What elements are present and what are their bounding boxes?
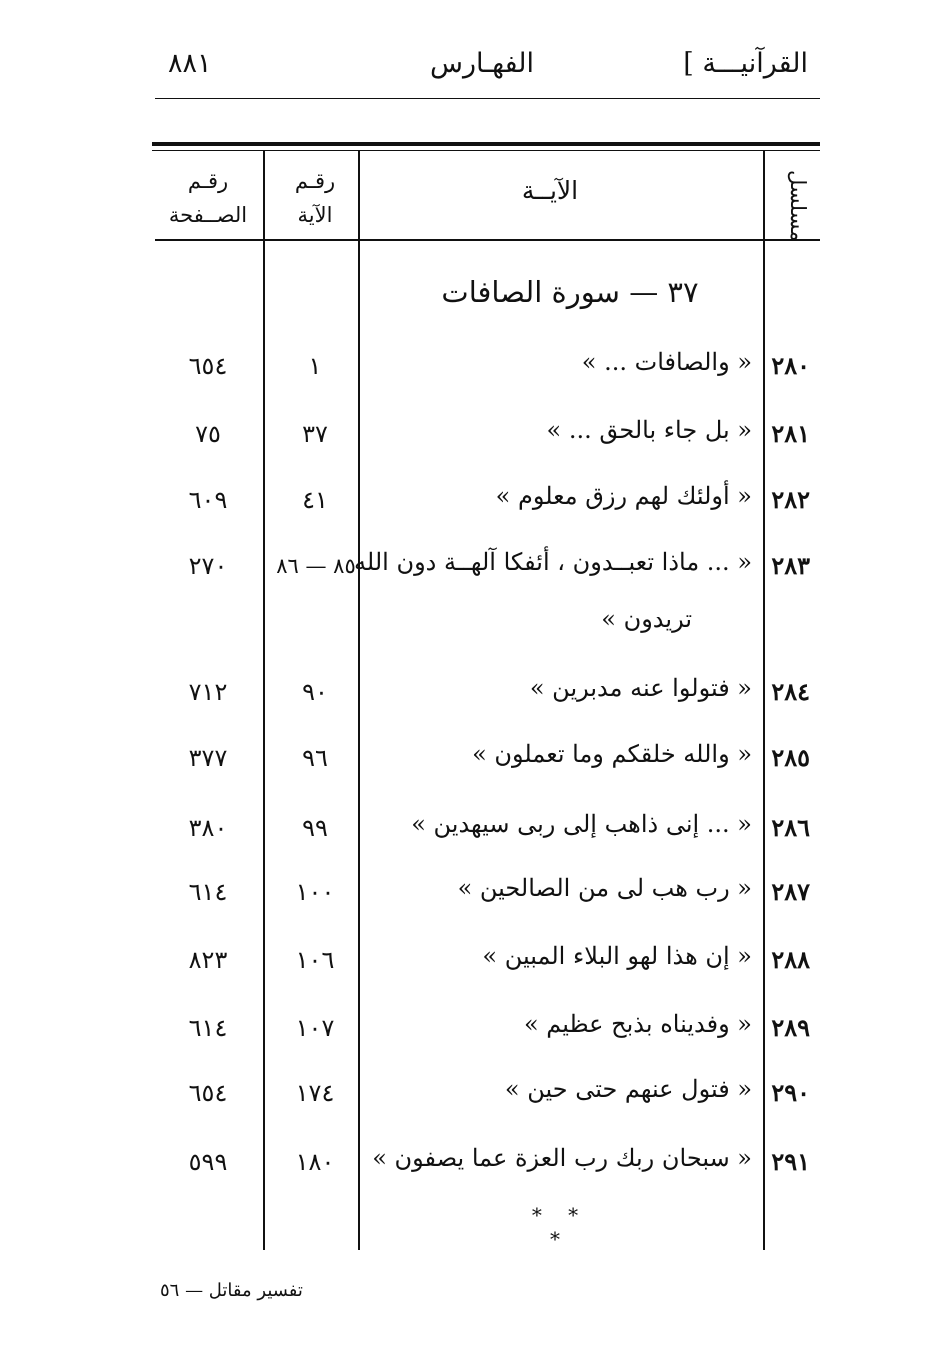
row-page-number: ٦٥٤ xyxy=(188,352,228,380)
row-verse-number: ٩٩ xyxy=(302,814,328,842)
row-page-number: ٣٧٧ xyxy=(188,744,228,772)
row-verse-number: ٩٠ xyxy=(302,678,328,706)
row-aya: « فتولوا عنه مدبرين » xyxy=(529,674,752,702)
row-verse-number: ٩٦ xyxy=(302,744,328,772)
row-aya: « رب هب لى من الصالحين » xyxy=(457,874,752,902)
column-divider-verse xyxy=(263,150,265,1250)
row-page-number: ٦١٤ xyxy=(188,878,228,906)
row-verse-number: ١٠٧ xyxy=(295,1014,335,1042)
row-aya: « إن هذا لهو البلاء المبين » xyxy=(482,942,752,970)
row-aya: « والله خلقكم وما تعملون » xyxy=(472,740,752,768)
row-serial: ٢٨٧ xyxy=(771,877,810,906)
row-page-number: ٦١٤ xyxy=(188,1014,228,1042)
row-page-number: ٢٧٠ xyxy=(188,552,228,580)
surah-title: ٣٧ — سورة الصافات xyxy=(441,275,699,309)
row-serial: ٢٩١ xyxy=(771,1147,810,1176)
row-aya-continuation: تريدون » xyxy=(601,605,692,633)
footer-signature: تفسير مقاتل — ٥٦ xyxy=(160,1280,303,1301)
row-serial: ٢٨٨ xyxy=(771,945,810,974)
row-aya: « بل جاء بالحق ... » xyxy=(546,416,752,444)
row-page-number: ٦٥٤ xyxy=(188,1079,228,1107)
row-verse-number: ١٠٦ xyxy=(295,946,335,974)
table-top-rule-thin xyxy=(152,150,820,151)
row-verse-number: ١٠٠ xyxy=(295,878,335,906)
row-aya: « وفديناه بذبح عظيم » xyxy=(523,1010,752,1038)
row-page-number: ٦٠٩ xyxy=(188,486,228,514)
row-serial: ٢٩٠ xyxy=(771,1078,810,1107)
row-page-number: ٣٨٠ xyxy=(188,814,228,842)
running-header-book-title: القرآنيـــة ] xyxy=(683,48,808,79)
row-aya: « أولئك لهم رزق معلوم » xyxy=(495,482,752,510)
row-aya: « ... ماذا تعبــدون ، أئفكا آلهــة دون الله xyxy=(354,548,752,576)
row-page-number: ٧١٢ xyxy=(188,678,228,706)
row-serial: ٢٨٦ xyxy=(771,813,810,842)
column-header-serial: مسلسل xyxy=(786,170,810,242)
row-aya: « فتول عنهم حتى حين » xyxy=(504,1075,752,1103)
running-header-section: الفهـارس xyxy=(430,48,534,79)
row-serial: ٢٨٢ xyxy=(771,485,810,514)
row-serial: ٢٨٩ xyxy=(771,1013,810,1042)
row-verse-number: ٤١ xyxy=(302,486,328,514)
page-number: ٨٨١ xyxy=(168,48,212,79)
column-header-verse-number: رقـم الآية xyxy=(294,169,336,227)
row-serial: ٢٨٥ xyxy=(771,743,810,772)
table-top-rule-thick xyxy=(152,142,820,146)
row-verse-number: ٨٥ — ٨٦ xyxy=(276,554,356,578)
row-verse-number: ١٨٠ xyxy=(295,1148,335,1176)
row-page-number: ٧٥ xyxy=(195,420,221,448)
row-serial: ٢٨٣ xyxy=(771,551,810,580)
row-verse-number: ٣٧ xyxy=(302,420,328,448)
row-aya: « والصافات ... » xyxy=(581,348,752,376)
row-aya: « ... إنى ذاهب إلى ربى سيهدين » xyxy=(411,810,752,838)
row-serial: ٢٨١ xyxy=(771,419,810,448)
row-page-number: ٥٩٩ xyxy=(188,1148,228,1176)
column-header-aya: الآيــة xyxy=(521,176,579,205)
section-end-ornament: * * * xyxy=(531,1203,589,1251)
row-serial: ٢٨٠ xyxy=(771,351,810,380)
column-header-page-number: رقـم الصــفحة xyxy=(168,169,248,227)
row-page-number: ٨٢٣ xyxy=(188,946,228,974)
row-verse-number: ١ xyxy=(308,352,322,380)
row-verse-number: ١٧٤ xyxy=(295,1079,335,1107)
row-aya: « سبحان ربك رب العزة عما يصفون » xyxy=(372,1144,752,1172)
column-header-underline xyxy=(155,239,820,241)
row-serial: ٢٨٤ xyxy=(771,677,810,706)
header-rule xyxy=(155,98,820,99)
